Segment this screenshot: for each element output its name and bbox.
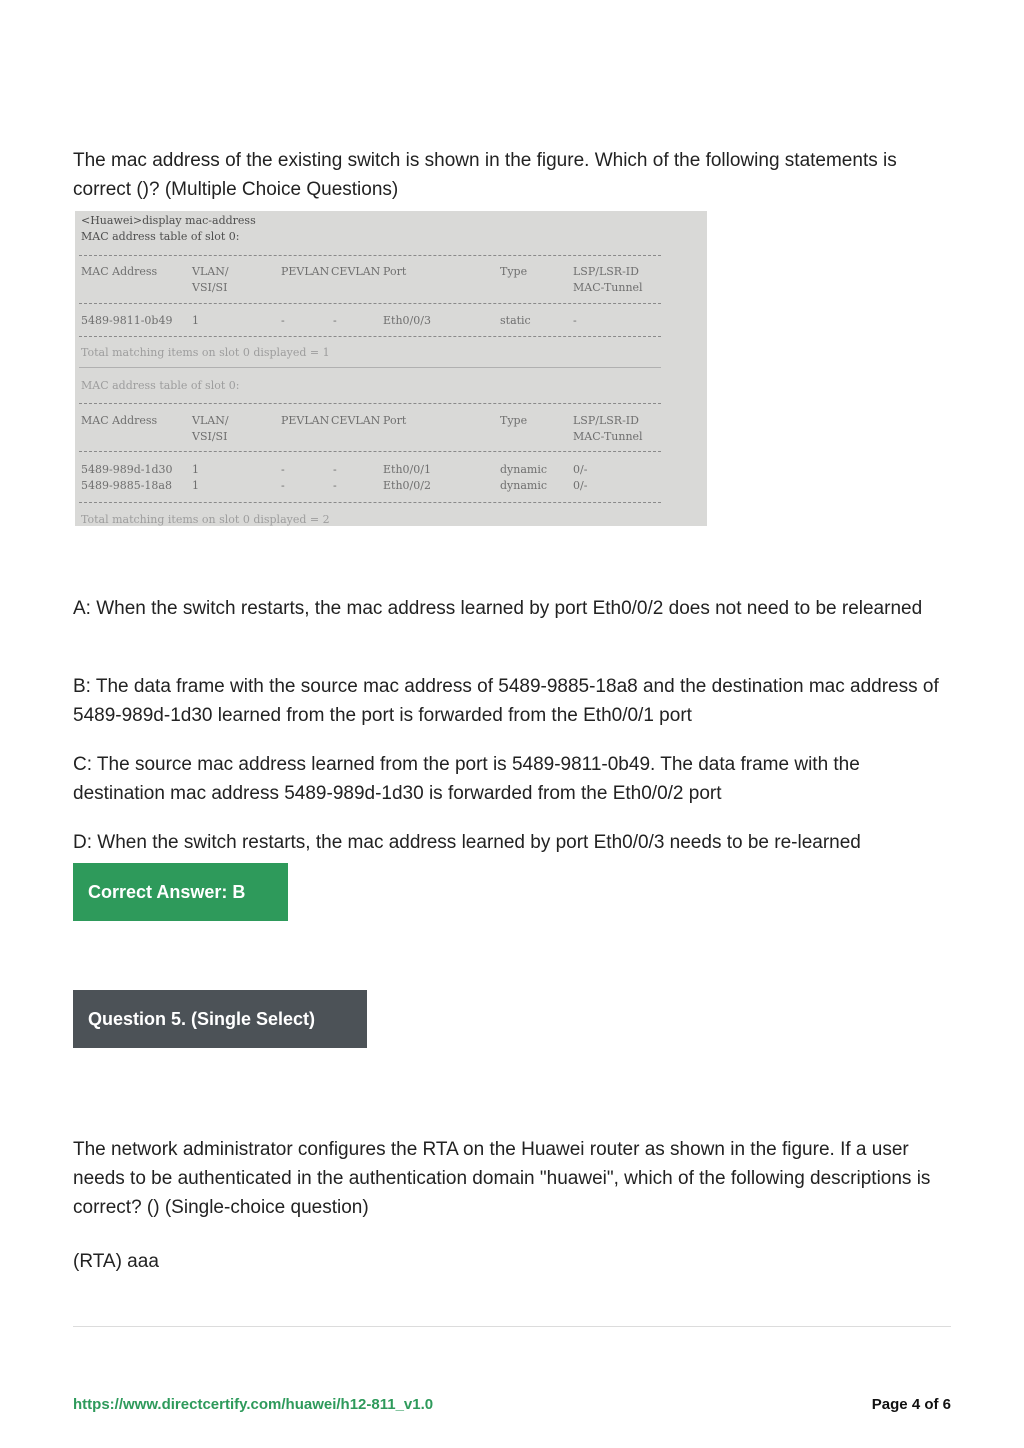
table-row-type: dynamic xyxy=(500,463,548,476)
table-row-lsp: - xyxy=(573,314,577,327)
cli-prompt: <Huawei>display mac-address xyxy=(81,214,256,227)
option-c: C: The source mac address learned from the port is 5489-9811-0b49. The data frame with the destination mac address 5489-989d-1d30 is forwarded from the Eth0/0/2 port xyxy=(73,754,860,804)
header-lsp-2: MAC-Tunnel xyxy=(573,281,643,294)
slot-title-2: MAC address table of slot 0: xyxy=(81,379,240,392)
header-vlan: VLAN/ xyxy=(192,265,229,278)
header-port: Port xyxy=(383,265,407,278)
table-row-port: Eth0/0/3 xyxy=(383,314,431,327)
header-type: Type xyxy=(500,414,528,427)
divider xyxy=(79,336,661,337)
header-lsp: LSP/LSR-ID xyxy=(573,414,639,427)
header-lsp: LSP/LSR-ID xyxy=(573,265,639,278)
table-row-lsp: 0/- xyxy=(573,463,588,476)
footer-link[interactable]: https://www.directcertify.com/huawei/h12-811_v1.0 xyxy=(73,1396,434,1413)
header-mac: MAC Address xyxy=(81,265,158,278)
table-row-vlan: 1 xyxy=(192,479,199,492)
option-d: D: When the switch restarts, the mac address learned by port Eth0/0/3 needs to be re-learned xyxy=(73,832,861,853)
table-row-port: Eth0/0/2 xyxy=(383,479,431,492)
slot-title: MAC address table of slot 0: xyxy=(81,230,240,243)
table-total: Total matching items on slot 0 displayed = 1 xyxy=(81,346,330,359)
divider xyxy=(79,451,661,452)
correct-answer-label: Correct Answer: B xyxy=(88,881,246,902)
next-question-text: The network administrator configures the RTA on the Huawei router as shown in the figure. If a user needs to be authenticated in the authentication domain "huawei", which of the following descriptions is correct? () (Single-choice question) xyxy=(73,1139,931,1218)
header-type: Type xyxy=(500,265,528,278)
table-row-lsp: 0/- xyxy=(573,479,588,492)
header-mac: MAC Address xyxy=(81,414,158,427)
table-row-mac: 5489-989d-1d30 xyxy=(81,463,173,476)
table-row-type: static xyxy=(500,314,531,327)
header-cevlan: CEVLAN xyxy=(331,414,381,427)
header-cevlan: CEVLAN xyxy=(331,265,381,278)
divider xyxy=(79,303,661,304)
header-vlan-2: VSI/SI xyxy=(192,281,228,294)
table-row-pevlan: - xyxy=(281,479,285,492)
table-row-port: Eth0/0/1 xyxy=(383,463,431,476)
table-row-type: dynamic xyxy=(500,479,548,492)
table-row-mac: 5489-9885-18a8 xyxy=(81,479,172,492)
header-vlan: VLAN/ xyxy=(192,414,229,427)
question-text: The mac address of the existing switch is shown in the figure. Which of the following statements is correct ()? (Multiple Choice Questions) xyxy=(73,150,897,200)
header-pevlan: PEVLAN xyxy=(281,265,330,278)
divider xyxy=(79,255,661,256)
header-vlan-2: VSI/SI xyxy=(192,430,228,443)
table-row-cevlan: - xyxy=(333,314,337,327)
next-question-code: (RTA) aaa xyxy=(73,1251,159,1272)
correct-answer-badge xyxy=(73,863,288,921)
table-row-vlan: 1 xyxy=(192,314,199,327)
header-lsp-2: MAC-Tunnel xyxy=(573,430,643,443)
option-b: B: The data frame with the source mac address of 5489-9885-18a8 and the destination mac address of 5489-989d-1d30 learned from the port is forwarded from the Eth0/0/1 port xyxy=(73,676,939,726)
page-number: Page 4 of 6 xyxy=(871,1396,951,1413)
divider xyxy=(79,502,661,503)
mac-address-table-figure xyxy=(75,211,707,526)
table-total: Total matching items on slot 0 displayed = 2 xyxy=(81,513,330,526)
table-row-cevlan: - xyxy=(333,463,337,476)
divider xyxy=(79,403,661,404)
divider xyxy=(79,367,661,368)
question-header-label: Question 5. (Single Select) xyxy=(88,1008,316,1029)
table-row-mac: 5489-9811-0b49 xyxy=(81,314,173,327)
table-row-pevlan: - xyxy=(281,463,285,476)
option-a: A: When the switch restarts, the mac address learned by port Eth0/0/2 does not need to be relearned xyxy=(73,598,923,619)
table-row-pevlan: - xyxy=(281,314,285,327)
question-header xyxy=(73,990,367,1048)
footer-divider xyxy=(73,1326,951,1327)
header-port: Port xyxy=(383,414,407,427)
table-row-vlan: 1 xyxy=(192,463,199,476)
table-row-cevlan: - xyxy=(333,479,337,492)
header-pevlan: PEVLAN xyxy=(281,414,330,427)
